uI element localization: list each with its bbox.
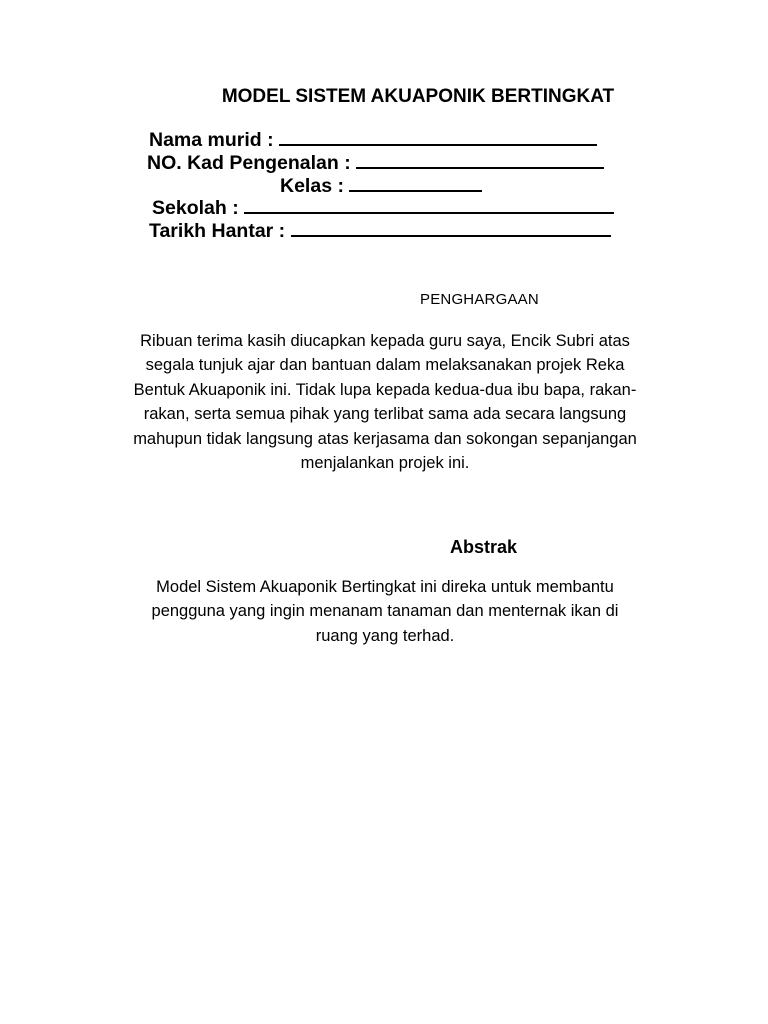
document-title: MODEL SISTEM AKUAPONIK BERTINGKAT	[221, 86, 615, 107]
tarikh-hantar-label: Tarikh Hantar :	[149, 220, 286, 242]
kad-pengenalan-label: NO. Kad Pengenalan :	[147, 152, 351, 174]
paragraph-line: Ribuan terima kasih diucapkan kepada guru saya, Encik Subri atas	[140, 332, 630, 350]
tarikh-hantar-blank	[291, 217, 611, 237]
paragraph-line: ruang yang terhad.	[315, 626, 455, 645]
paragraph-line: rakan, serta semua pihak yang terlibat sama ada secara langsung	[143, 405, 627, 424]
form-line-tarikh-hantar	[149, 217, 611, 243]
penghargaan-heading: PENGHARGAAN	[420, 291, 539, 308]
paragraph-line: segala tunjuk ajar dan bantuan dalam melaksanakan projek Reka	[145, 356, 625, 375]
sekolah-blank	[244, 194, 614, 214]
sekolah-label: Sekolah :	[152, 197, 239, 219]
paragraph-line: mahupun tidak langsung atas kerjasama dan sokongan sepanjangan	[133, 429, 637, 448]
kelas-label: Kelas :	[280, 175, 344, 197]
paragraph-line: menjalankan projek ini.	[300, 454, 470, 473]
nama-murid-blank	[279, 126, 597, 146]
paragraph-line: Model Sistem Akuaponik Bertingkat ini direka untuk membantu	[156, 578, 614, 596]
paragraph-line: pengguna yang ingin menanam tanaman dan menternak ikan di	[151, 602, 619, 621]
penghargaan-paragraph	[94, 329, 676, 475]
abstrak-heading: Abstrak	[450, 537, 518, 557]
nama-murid-label: Nama murid :	[149, 129, 274, 151]
kelas-blank	[349, 172, 482, 192]
paragraph-line: Bentuk Akuaponik ini. Tidak lupa kepada kedua-dua ibu bapa, rakan-	[133, 380, 637, 399]
kad-pengenalan-blank	[356, 149, 604, 169]
abstrak-paragraph	[94, 575, 676, 648]
